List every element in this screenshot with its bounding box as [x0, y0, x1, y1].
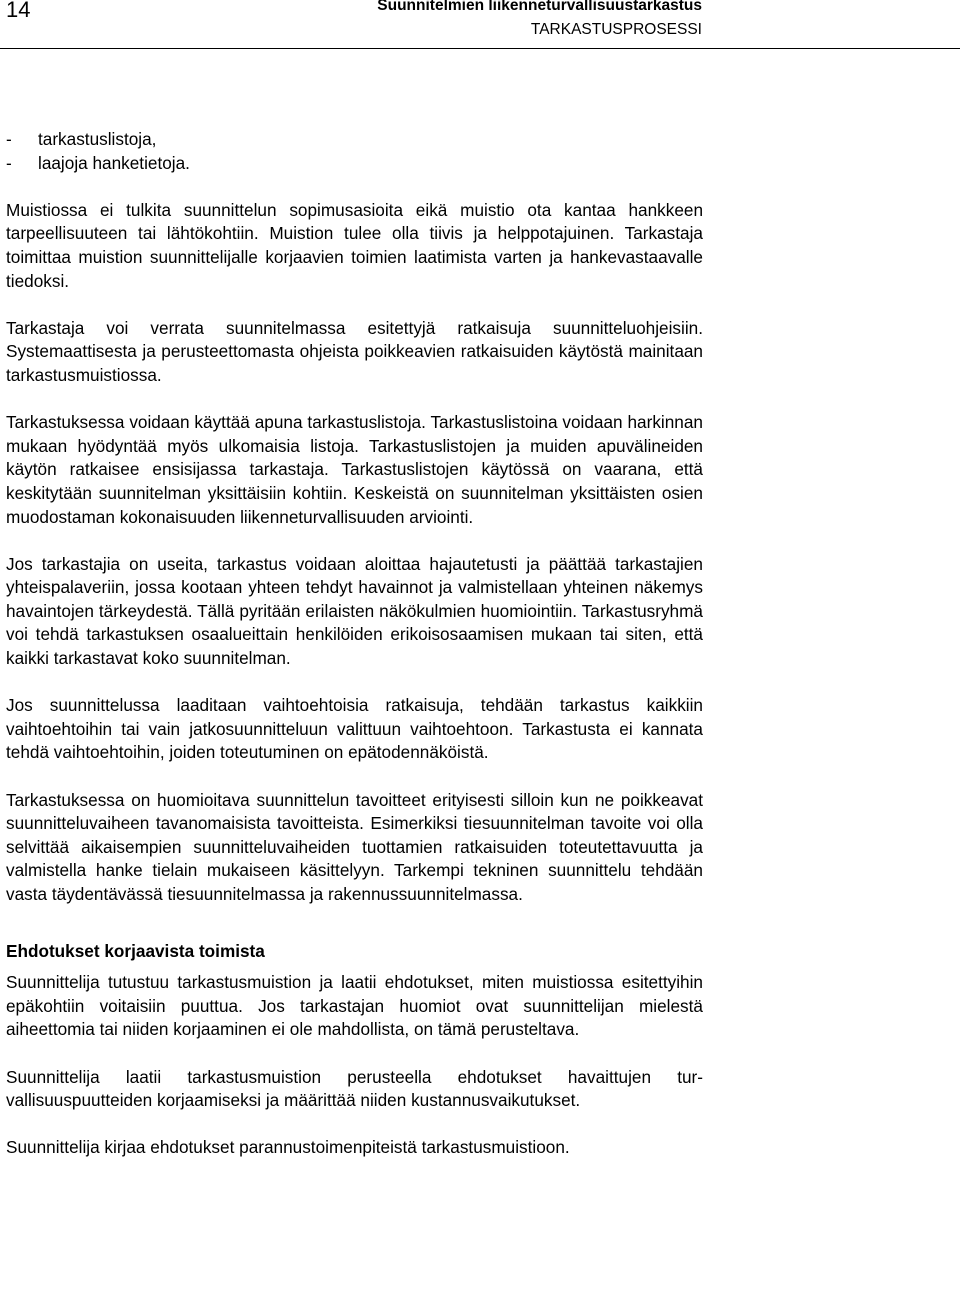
page-header	[0, 0, 960, 49]
paragraph: Jos tarkastajia on useita, tarkastus voidaan aloittaa hajautetusti ja päättää tarkastajien yhteispalaveriin, jossa kootaan yhteen tehdyt havainnot ja valmistellaan yhteinen näkemys havaintojen tärkeydestä. Tällä pyritään erilaisten näkökulmien huomiointiin. Tarkastusryhmä voi tehdä tarkastuksen osaalueittain henkilöiden erikoisosaamisen mukaan tai siten, että kaikki tarkastavat koko suunnitelman.	[6, 553, 703, 669]
paragraph: Tarkastuksessa voidaan käyttää apuna tarkastuslistoja. Tarkastuslistoina voidaan harkinnan mukaan hyödyntää myös ulkomaisia listoja. Tarkastuslistojen ja muiden apuvälineiden käytön ratkaisee ensisijassa tarkastaja. Tarkastuslistojen käytössä on vaarana, että keskitytään suunnitelman yksittäisiin kohtiin. Keskeistä on suunnitelman yksittäisten osien muodostaman kokonaisuuden liikenneturvallisuuden arviointi.	[6, 412, 703, 527]
document-title: Suunnitelmien liikenneturvallisuustarkastus	[377, 0, 702, 14]
chapter-title: TARKASTUSPROSESSI	[530, 21, 702, 38]
page-number: 14	[6, 0, 31, 22]
paragraph: Muistiossa ei tulkita suunnittelun sopimusasioita eikä muistio ota kantaa hankkeen tarpeellisuuteen tai lähtökohtiin. Muistion tulee olla tiivis ja helppotajuinen. Tarkastaja toimittaa muistion suunnittelijalle korjaavien toimien laatimista varten ja hankevastaavalle tiedoksi.	[6, 199, 703, 291]
bullet-list	[6, 128, 703, 175]
paragraph: Suunnittelija laatii tarkastusmuistion perusteella ehdotukset havaittujen turvallisuuspuutteiden korjaamiseksi ja määrittää niiden kustannusvaikutukset.	[6, 1066, 703, 1111]
paragraph: Tarkastaja voi verrata suunnitelmassa esitettyjä ratkaisuja suunnitteluohjeisiin. Systemaattisesta ja perusteettomasta ohjeista poikkeavien ratkaisuiden käytöstä mainitaan tarkastusmuistiossa.	[6, 317, 703, 385]
paragraph: Suunnittelija kirjaa ehdotukset parannustoimenpiteistä tarkastusmuistioon.	[6, 1137, 570, 1158]
list-item: - tarkastuslistoja,	[6, 128, 703, 152]
running-header	[377, 0, 702, 42]
paragraph: Jos suunnittelussa laaditaan vaihtoehtoisia ratkaisuja, tehdään tarkastus kaikkiin vaihtoehtoihin tai vain jatkosuunnitteluun valittuun vaihtoehtoon. Tarkastusta ei kannata tehdä vaihtoehtoihin, joiden toteutuminen on epätodennäköistä.	[6, 695, 703, 763]
paragraph: Tarkastuksessa on huomioitava suunnittelun tavoitteet erityisesti silloin kun ne poikkeavat suunnitteluvaiheen tavanomaisista tavoitteista. Esimerkiksi tiesuunnitelman tavoite voi olla selvittää aikaisempien suunnitteluvaiheiden tuottamien ratkaisuiden toteutettavuutta ja valmistella hanke tielain mukaiseen käsittelyyn. Tarkempi tekninen suunnittelu tehdään vasta täydentävässä tiesuunnitelmassa ja rakennussuunnitelmassa.	[6, 789, 703, 904]
list-item: - laajoja hanketietoja.	[6, 152, 703, 176]
paragraph: Suunnittelija tutustuu tarkastusmuistion ja laatii ehdotukset, miten muistiossa esitettyihin epäkohtiin voitaisiin puuttua. Jos tarkastajan huomiot ovat suunnittelijan mielestä aiheettomia tai niiden korjaaminen ei ole mahdollista, on tämä perusteltava.	[6, 972, 703, 1040]
section-heading: Ehdotukset korjaavista toimista	[6, 940, 265, 961]
document-body	[6, 128, 703, 1184]
